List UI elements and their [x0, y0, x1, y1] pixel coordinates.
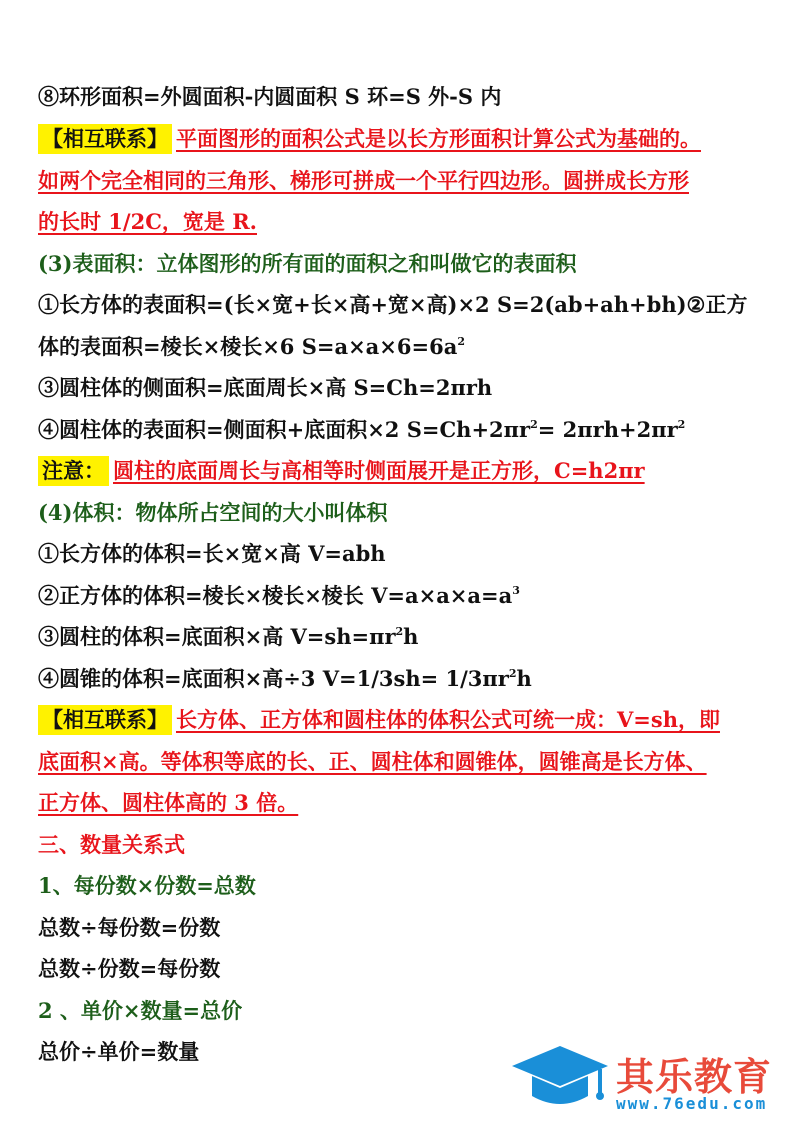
- text-line: 正方体、圆柱体高的 3 倍。: [38, 790, 299, 815]
- text-line: ④圆锥的体积=底面积×高÷3 $V=1/3sh= 1/3\pi r^2h$: [38, 666, 532, 691]
- watermark-logo: [508, 1040, 788, 1120]
- text-line: 总数÷每份数=份数: [38, 915, 221, 940]
- text-line: 注意： 圆柱的底面周长与高相等时侧面展开是正方形，C=h2πr: [38, 456, 645, 486]
- text-line: 如两个完全相同的三角形、梯形可拼成一个平行四边形。圆拼成长方形: [38, 168, 689, 193]
- section-heading: 三、数量关系式: [38, 832, 185, 857]
- text-line: 【相互联系】 长方体、正方体和圆柱体的体积公式可统一成：V=sh，即: [38, 705, 720, 735]
- text-line: 1、每份数×份数=总数: [38, 873, 256, 898]
- graduation-cap-icon: [508, 1040, 612, 1120]
- text-line: ①长方体的体积=长×宽×高 V=abh: [38, 541, 386, 566]
- text-line: ③圆柱体的侧面积=底面周长×高 S=Ch=2πrh: [38, 375, 493, 400]
- section-heading: (3)表面积：立体图形的所有面的面积之和叫做它的表面积: [38, 251, 577, 276]
- highlight-tag: 注意：: [38, 456, 109, 486]
- text-line: 的长时 1/2C，宽是 R.: [38, 209, 257, 234]
- text-line: 总数÷份数=每份数: [38, 956, 221, 981]
- text-line: 总价÷单价=数量: [38, 1039, 200, 1064]
- text-line: ④圆柱体的表面积=侧面积+底面积×2 $S=Ch+2\pi r^2= 2\pi rh+2\pi r^2$: [38, 417, 686, 442]
- highlight-tag: 【相互联系】: [38, 124, 172, 154]
- text-line: 底面积×高。等体积等底的长、正、圆柱体和圆锥体，圆锥高是长方体、: [38, 749, 707, 774]
- text-line: ⑧环形面积=外圆面积-内圆面积 S 环=S 外-S 内: [38, 84, 502, 109]
- text-line: 体的表面积=棱长×棱长×6 $S=a\times a\times 6=6a^2$: [38, 334, 465, 359]
- text-line: ③圆柱的体积=底面积×高 $V=sh=\pi r^2h$: [38, 624, 419, 649]
- watermark-url: www.76edu.com: [616, 1094, 768, 1113]
- text-line: ①长方体的表面积=(长×宽+长×高+宽×高)×2 S=2(ab+ah+bh)②正方: [38, 292, 748, 317]
- text-line: ②正方体的体积=棱长×棱长×棱长 $V=a\times a\times a=a^3$: [38, 583, 520, 608]
- text-line: 【相互联系】 平面图形的面积公式是以长方形面积计算公式为基础的。: [38, 124, 701, 154]
- watermark-title: 其乐教育: [616, 1055, 773, 1099]
- section-heading: (4)体积：物体所占空间的大小叫体积: [38, 500, 388, 525]
- highlight-tag: 【相互联系】: [38, 705, 172, 735]
- text-line: 2 、单价×数量=总价: [38, 998, 243, 1023]
